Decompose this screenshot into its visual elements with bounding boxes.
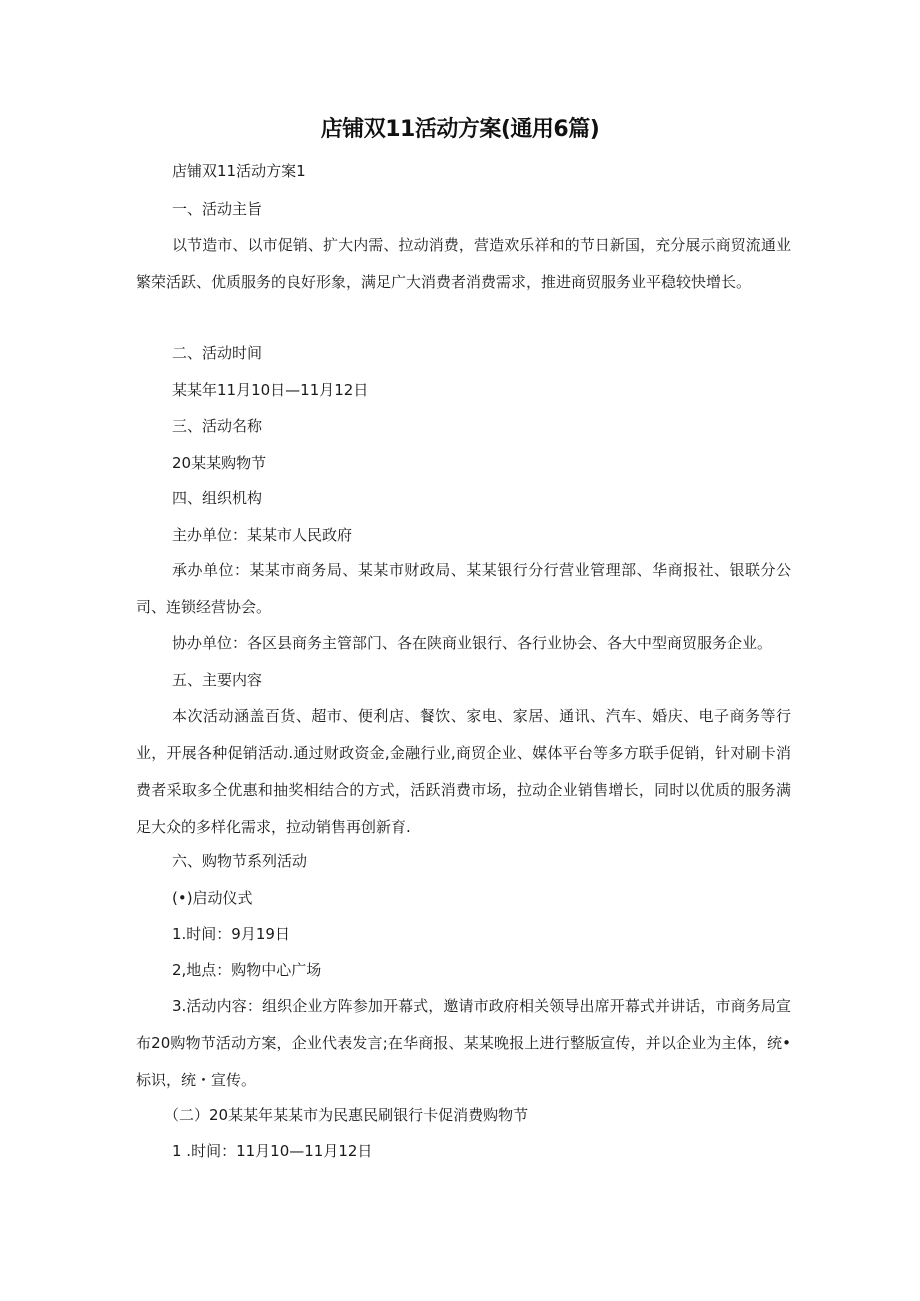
section-heading-activities: 六、购物节系列活动 [172,852,308,870]
section-heading-content: 五、主要内容 [172,671,263,689]
section-heading-time: 二、活动时间 [172,344,263,362]
section-heading-name: 三、活动名称 [172,417,263,435]
section-body-time: 某某年11月10日—11月12日 [172,381,369,399]
list-item-location: 2,地点：购物中心广场 [172,961,322,979]
subsection-heading-bankcard: （二）20某某年某某市为民惠民刷银行卡促消费购物节 [164,1106,529,1124]
co-organizer-paragraph: 承办单位：某某市商务局、某某市财政局、某某银行分行营业管理部、华商报社、银联分公司、连锁经营协会。 [136,561,791,616]
subsection-heading-opening: (•)启动仪式 [172,889,253,907]
list-item-content: 3.活动内容：组织企业方阵参加开幕式，邀请市政府相关领导出席开幕式并讲话，市商务局宣布20购物节活动方案，企业代表发言;在华商报、某某晚报上进行整版宣传，并以企业为主体，统•标识，统・宣传。 [136,997,791,1089]
section-body-purpose: 以节造市、以市促销、扩大内需、拉动消费，营造欢乐祥和的节日新国，充分展示商贸流通业繁荣活跃、优质服务的良好形象，满足广大消费者消费需求，推进商贸服务业平稳较快增长。 [136,236,791,291]
document-title: 店铺双11活动方案(通用6篇) [320,117,600,142]
section-body-content: 本次活动涵盖百货、超市、便利店、餐饮、家电、家居、通讯、汽车、婚庆、电子商务等行业，开展各种促销活动.通过财政资金,金融行业,商贸企业、媒体平台等多方联手促销，针对刷卡消费者采取多仝优惠和抽奖相结合的方式，活跃消费市场，拉动企业销售增长，同时以优质的服务满足大众的多样化需求，拉动销售再创新育. [136,707,791,836]
section-heading-organization: 四、组织机构 [172,489,263,507]
assisting-line: 协办单位：各区县商务主管部门、各在陕商业银行、各行业协会、各大中型商贸服务企业。 [172,634,773,652]
organizer-line: 主办单位：某某市人民政府 [172,526,353,544]
list-item-time: 1.时间：9月19日 [172,925,290,943]
plan-subtitle: 店铺双11活动方案1 [172,162,306,180]
section-heading-purpose: 一、活动主旨 [172,200,263,218]
list-item-time-2: 1 .时间：11月10—11月12日 [172,1142,373,1160]
section-body-name: 20某某购物节 [172,454,267,472]
